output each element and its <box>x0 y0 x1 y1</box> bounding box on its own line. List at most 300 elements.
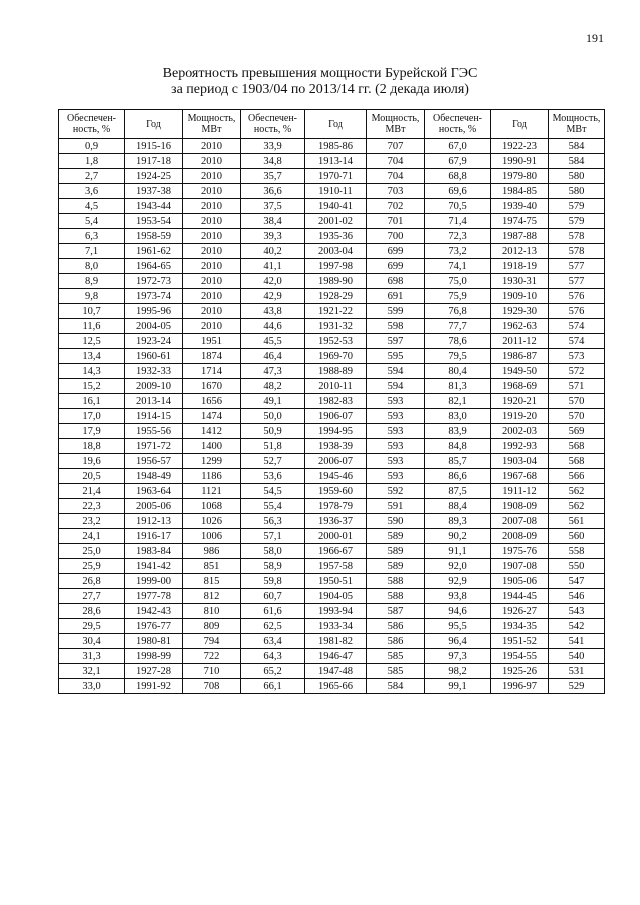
table-cell: 1968-69 <box>491 379 549 394</box>
table-cell: 578 <box>549 229 605 244</box>
table-cell: 84,8 <box>425 439 491 454</box>
table-cell: 569 <box>549 424 605 439</box>
table-cell: 76,8 <box>425 304 491 319</box>
table-cell: 1906-07 <box>305 409 367 424</box>
table-cell: 1949-50 <box>491 364 549 379</box>
table-cell: 88,4 <box>425 499 491 514</box>
table-cell: 78,6 <box>425 334 491 349</box>
table-cell: 1963-64 <box>125 484 183 499</box>
table-cell: 580 <box>549 169 605 184</box>
table-cell: 1993-94 <box>305 604 367 619</box>
document-title <box>0 66 640 98</box>
table-cell: 1912-13 <box>125 514 183 529</box>
table-cell: 542 <box>549 619 605 634</box>
table-cell: 40,2 <box>241 244 305 259</box>
table-cell: 48,2 <box>241 379 305 394</box>
table-cell: 50,0 <box>241 409 305 424</box>
table-cell: 597 <box>367 334 425 349</box>
table-cell: 98,2 <box>425 664 491 679</box>
table-cell: 19,6 <box>59 454 125 469</box>
table-cell: 593 <box>367 454 425 469</box>
table-cell: 85,7 <box>425 454 491 469</box>
table-cell: 1947-48 <box>305 664 367 679</box>
table-cell: 38,4 <box>241 214 305 229</box>
table-cell: 1714 <box>183 364 241 379</box>
table-row <box>59 274 605 289</box>
table-cell: 44,6 <box>241 319 305 334</box>
table-cell: 67,0 <box>425 139 491 154</box>
table-cell: 1937-38 <box>125 184 183 199</box>
table-cell: 562 <box>549 499 605 514</box>
table-cell: 1965-66 <box>305 679 367 694</box>
table-cell: 1412 <box>183 424 241 439</box>
table-cell: 7,1 <box>59 244 125 259</box>
table-cell: 2010 <box>183 139 241 154</box>
table-cell: 1951 <box>183 334 241 349</box>
table-body <box>59 139 605 694</box>
table-cell: 1935-36 <box>305 229 367 244</box>
table-cell: 33,0 <box>59 679 125 694</box>
table-cell: 576 <box>549 304 605 319</box>
table-cell: 809 <box>183 619 241 634</box>
table-cell: 594 <box>367 379 425 394</box>
table-row <box>59 334 605 349</box>
table-cell: 33,9 <box>241 139 305 154</box>
table-cell: 46,4 <box>241 349 305 364</box>
table-cell: 1999-00 <box>125 574 183 589</box>
table-cell: 1962-63 <box>491 319 549 334</box>
table-cell: 89,3 <box>425 514 491 529</box>
table-row <box>59 559 605 574</box>
table-cell: 1939-40 <box>491 199 549 214</box>
table-cell: 593 <box>367 439 425 454</box>
table-cell: 2010 <box>183 214 241 229</box>
table-cell: 1964-65 <box>125 259 183 274</box>
table-cell: 543 <box>549 604 605 619</box>
table-cell: 1911-12 <box>491 484 549 499</box>
table-cell: 1961-62 <box>125 244 183 259</box>
table-cell: 1934-35 <box>491 619 549 634</box>
table-cell: 1,8 <box>59 154 125 169</box>
column-header: Год <box>125 110 183 139</box>
table-cell: 593 <box>367 469 425 484</box>
table-cell: 591 <box>367 499 425 514</box>
table-cell: 710 <box>183 664 241 679</box>
table-cell: 529 <box>549 679 605 694</box>
table-cell: 58,9 <box>241 559 305 574</box>
table-cell: 1941-42 <box>125 559 183 574</box>
table-cell: 3,6 <box>59 184 125 199</box>
table-cell: 1990-91 <box>491 154 549 169</box>
table-cell: 584 <box>549 154 605 169</box>
column-header: Год <box>305 110 367 139</box>
table-cell: 81,3 <box>425 379 491 394</box>
table-row <box>59 379 605 394</box>
table-cell: 2000-01 <box>305 529 367 544</box>
table-cell: 1903-04 <box>491 454 549 469</box>
table-cell: 1925-26 <box>491 664 549 679</box>
table-cell: 1981-82 <box>305 634 367 649</box>
table-cell: 704 <box>367 169 425 184</box>
table-cell: 1656 <box>183 394 241 409</box>
table-row <box>59 394 605 409</box>
table-cell: 1988-89 <box>305 364 367 379</box>
table-cell: 86,6 <box>425 469 491 484</box>
table-cell: 22,3 <box>59 499 125 514</box>
table-cell: 1938-39 <box>305 439 367 454</box>
table-cell: 2010-11 <box>305 379 367 394</box>
table-cell: 1951-52 <box>491 634 549 649</box>
table-cell: 691 <box>367 289 425 304</box>
table-cell: 1972-73 <box>125 274 183 289</box>
table-cell: 2004-05 <box>125 319 183 334</box>
table-cell: 57,1 <box>241 529 305 544</box>
table-cell: 36,6 <box>241 184 305 199</box>
table-cell: 18,8 <box>59 439 125 454</box>
table-cell: 568 <box>549 439 605 454</box>
table-row <box>59 499 605 514</box>
table-cell: 1983-84 <box>125 544 183 559</box>
table-cell: 1960-61 <box>125 349 183 364</box>
table-row <box>59 619 605 634</box>
table-cell: 702 <box>367 199 425 214</box>
table-cell: 1068 <box>183 499 241 514</box>
table-cell: 83,0 <box>425 409 491 424</box>
table-cell: 2010 <box>183 154 241 169</box>
table-cell: 1952-53 <box>305 334 367 349</box>
table-cell: 1976-77 <box>125 619 183 634</box>
table-row <box>59 634 605 649</box>
table-cell: 82,1 <box>425 394 491 409</box>
table-cell: 4,5 <box>59 199 125 214</box>
table-cell: 1980-81 <box>125 634 183 649</box>
table-cell: 31,3 <box>59 649 125 664</box>
table-cell: 49,1 <box>241 394 305 409</box>
table-cell: 589 <box>367 544 425 559</box>
table-row <box>59 589 605 604</box>
table-cell: 1670 <box>183 379 241 394</box>
table-cell: 74,1 <box>425 259 491 274</box>
table-cell: 95,5 <box>425 619 491 634</box>
table-cell: 1992-93 <box>491 439 549 454</box>
table-row <box>59 184 605 199</box>
table-cell: 1971-72 <box>125 439 183 454</box>
title-line-1: Вероятность превышения мощности Бурейской ГЭС <box>162 66 478 81</box>
table-cell: 815 <box>183 574 241 589</box>
table-cell: 11,6 <box>59 319 125 334</box>
table-row <box>59 154 605 169</box>
table-cell: 87,5 <box>425 484 491 499</box>
table-cell: 1121 <box>183 484 241 499</box>
table-cell: 1922-23 <box>491 139 549 154</box>
table-cell: 32,1 <box>59 664 125 679</box>
table-cell: 1921-22 <box>305 304 367 319</box>
table-cell: 812 <box>183 589 241 604</box>
table-cell: 2010 <box>183 274 241 289</box>
table-cell: 80,4 <box>425 364 491 379</box>
table-cell: 55,4 <box>241 499 305 514</box>
table-cell: 560 <box>549 529 605 544</box>
table-cell: 2010 <box>183 259 241 274</box>
table-cell: 1977-78 <box>125 589 183 604</box>
table-cell: 593 <box>367 424 425 439</box>
table-row <box>59 199 605 214</box>
column-header: Мощность, МВт <box>367 110 425 139</box>
table-cell: 1924-25 <box>125 169 183 184</box>
table-header-row <box>59 110 605 139</box>
table-row <box>59 364 605 379</box>
table-cell: 41,1 <box>241 259 305 274</box>
table-cell: 20,5 <box>59 469 125 484</box>
table-cell: 21,4 <box>59 484 125 499</box>
table-cell: 794 <box>183 634 241 649</box>
table-cell: 703 <box>367 184 425 199</box>
table-cell: 1874 <box>183 349 241 364</box>
table-cell: 2005-06 <box>125 499 183 514</box>
table-row <box>59 304 605 319</box>
table-cell: 2007-08 <box>491 514 549 529</box>
table-cell: 14,3 <box>59 364 125 379</box>
table-cell: 2010 <box>183 169 241 184</box>
table-cell: 1006 <box>183 529 241 544</box>
table-cell: 59,8 <box>241 574 305 589</box>
table-cell: 701 <box>367 214 425 229</box>
table-cell: 1955-56 <box>125 424 183 439</box>
table-cell: 54,5 <box>241 484 305 499</box>
table-cell: 15,2 <box>59 379 125 394</box>
table-cell: 2010 <box>183 229 241 244</box>
table-cell: 1970-71 <box>305 169 367 184</box>
table-cell: 1950-51 <box>305 574 367 589</box>
column-header: Обеспечен-ность, % <box>241 110 305 139</box>
table-cell: 580 <box>549 184 605 199</box>
table-cell: 1966-67 <box>305 544 367 559</box>
table-cell: 8,9 <box>59 274 125 289</box>
table-cell: 1954-55 <box>491 649 549 664</box>
table-cell: 1914-15 <box>125 409 183 424</box>
table-cell: 69,6 <box>425 184 491 199</box>
table-cell: 1929-30 <box>491 304 549 319</box>
table-cell: 29,5 <box>59 619 125 634</box>
table-cell: 546 <box>549 589 605 604</box>
table-cell: 42,0 <box>241 274 305 289</box>
table-cell: 594 <box>367 364 425 379</box>
table-cell: 699 <box>367 259 425 274</box>
table-cell: 2010 <box>183 319 241 334</box>
table-cell: 1933-34 <box>305 619 367 634</box>
table-cell: 576 <box>549 289 605 304</box>
table-cell: 17,0 <box>59 409 125 424</box>
table-cell: 73,2 <box>425 244 491 259</box>
table-cell: 25,0 <box>59 544 125 559</box>
table-cell: 2001-02 <box>305 214 367 229</box>
table-cell: 56,3 <box>241 514 305 529</box>
table-cell: 1186 <box>183 469 241 484</box>
title-line-2: за период с 1903/04 по 2013/14 гг. (2 декада июля) <box>171 82 469 97</box>
table-cell: 577 <box>549 259 605 274</box>
table-cell: 1978-79 <box>305 499 367 514</box>
table-cell: 593 <box>367 394 425 409</box>
table-cell: 707 <box>367 139 425 154</box>
table-cell: 65,2 <box>241 664 305 679</box>
table-cell: 585 <box>367 664 425 679</box>
table-cell: 16,1 <box>59 394 125 409</box>
table-cell: 584 <box>549 139 605 154</box>
table-cell: 704 <box>367 154 425 169</box>
table-cell: 0,9 <box>59 139 125 154</box>
table-cell: 1908-09 <box>491 499 549 514</box>
table-cell: 1918-19 <box>491 259 549 274</box>
table-cell: 586 <box>367 634 425 649</box>
table-cell: 1905-06 <box>491 574 549 589</box>
table-cell: 58,0 <box>241 544 305 559</box>
table-row <box>59 289 605 304</box>
table-cell: 52,7 <box>241 454 305 469</box>
table-cell: 1994-95 <box>305 424 367 439</box>
column-header: Обеспечен-ность, % <box>425 110 491 139</box>
table-cell: 1974-75 <box>491 214 549 229</box>
table-cell: 17,9 <box>59 424 125 439</box>
column-header: Год <box>491 110 549 139</box>
table-cell: 593 <box>367 409 425 424</box>
table-cell: 1943-44 <box>125 199 183 214</box>
table-cell: 579 <box>549 214 605 229</box>
table-cell: 50,9 <box>241 424 305 439</box>
table-cell: 5,4 <box>59 214 125 229</box>
table-row <box>59 484 605 499</box>
table-cell: 851 <box>183 559 241 574</box>
table-cell: 588 <box>367 589 425 604</box>
table-cell: 541 <box>549 634 605 649</box>
table-row <box>59 574 605 589</box>
table-row <box>59 229 605 244</box>
table-cell: 1927-28 <box>125 664 183 679</box>
table-cell: 2011-12 <box>491 334 549 349</box>
table-cell: 51,8 <box>241 439 305 454</box>
table-cell: 1928-29 <box>305 289 367 304</box>
table-cell: 1940-41 <box>305 199 367 214</box>
table-cell: 47,3 <box>241 364 305 379</box>
table-cell: 1967-68 <box>491 469 549 484</box>
table-cell: 589 <box>367 559 425 574</box>
table-cell: 70,5 <box>425 199 491 214</box>
table-row <box>59 259 605 274</box>
table-cell: 579 <box>549 199 605 214</box>
table-cell: 8,0 <box>59 259 125 274</box>
table-cell: 13,4 <box>59 349 125 364</box>
table-cell: 698 <box>367 274 425 289</box>
table-cell: 550 <box>549 559 605 574</box>
table-cell: 27,7 <box>59 589 125 604</box>
table-cell: 568 <box>549 454 605 469</box>
table-row <box>59 244 605 259</box>
table-cell: 598 <box>367 319 425 334</box>
table-cell: 67,9 <box>425 154 491 169</box>
table-cell: 562 <box>549 484 605 499</box>
table-cell: 1400 <box>183 439 241 454</box>
table-cell: 1913-14 <box>305 154 367 169</box>
table-cell: 2003-04 <box>305 244 367 259</box>
table-row <box>59 649 605 664</box>
column-header: Обеспечен-ность, % <box>59 110 125 139</box>
table-cell: 1910-11 <box>305 184 367 199</box>
table-cell: 75,0 <box>425 274 491 289</box>
table-cell: 708 <box>183 679 241 694</box>
table-cell: 1923-24 <box>125 334 183 349</box>
table-cell: 1930-31 <box>491 274 549 289</box>
table-row <box>59 469 605 484</box>
table-cell: 24,1 <box>59 529 125 544</box>
table-cell: 79,5 <box>425 349 491 364</box>
page-number: 191 <box>586 31 604 45</box>
table-cell: 62,5 <box>241 619 305 634</box>
table-cell: 66,1 <box>241 679 305 694</box>
table-row <box>59 679 605 694</box>
table-row <box>59 349 605 364</box>
table-cell: 43,8 <box>241 304 305 319</box>
table-cell: 547 <box>549 574 605 589</box>
table-cell: 588 <box>367 574 425 589</box>
table-row <box>59 439 605 454</box>
table-cell: 589 <box>367 529 425 544</box>
table-cell: 63,4 <box>241 634 305 649</box>
table-row <box>59 319 605 334</box>
table-cell: 1920-21 <box>491 394 549 409</box>
table-cell: 570 <box>549 409 605 424</box>
table-cell: 590 <box>367 514 425 529</box>
table-cell: 92,0 <box>425 559 491 574</box>
table-cell: 1957-58 <box>305 559 367 574</box>
table-cell: 2009-10 <box>125 379 183 394</box>
table-cell: 34,8 <box>241 154 305 169</box>
table-cell: 30,4 <box>59 634 125 649</box>
table-cell: 1945-46 <box>305 469 367 484</box>
table-cell: 1915-16 <box>125 139 183 154</box>
table-cell: 572 <box>549 364 605 379</box>
table-cell: 574 <box>549 319 605 334</box>
table-cell: 6,3 <box>59 229 125 244</box>
table-cell: 93,8 <box>425 589 491 604</box>
table-row <box>59 424 605 439</box>
table-cell: 1997-98 <box>305 259 367 274</box>
table-row <box>59 454 605 469</box>
table-cell: 531 <box>549 664 605 679</box>
table-cell: 1953-54 <box>125 214 183 229</box>
table-cell: 1991-92 <box>125 679 183 694</box>
table-cell: 72,3 <box>425 229 491 244</box>
table-cell: 1916-17 <box>125 529 183 544</box>
table-cell: 1026 <box>183 514 241 529</box>
table-cell: 1942-43 <box>125 604 183 619</box>
table-cell: 1958-59 <box>125 229 183 244</box>
table-cell: 540 <box>549 649 605 664</box>
table-cell: 1932-33 <box>125 364 183 379</box>
table-cell: 99,1 <box>425 679 491 694</box>
table-row <box>59 514 605 529</box>
table-row <box>59 529 605 544</box>
table-cell: 83,9 <box>425 424 491 439</box>
table-cell: 2010 <box>183 184 241 199</box>
table-cell: 1956-57 <box>125 454 183 469</box>
table-cell: 2,7 <box>59 169 125 184</box>
table-cell: 722 <box>183 649 241 664</box>
table-cell: 599 <box>367 304 425 319</box>
table-cell: 2012-13 <box>491 244 549 259</box>
table-cell: 39,3 <box>241 229 305 244</box>
table-cell: 558 <box>549 544 605 559</box>
table-cell: 571 <box>549 379 605 394</box>
table-cell: 1975-76 <box>491 544 549 559</box>
